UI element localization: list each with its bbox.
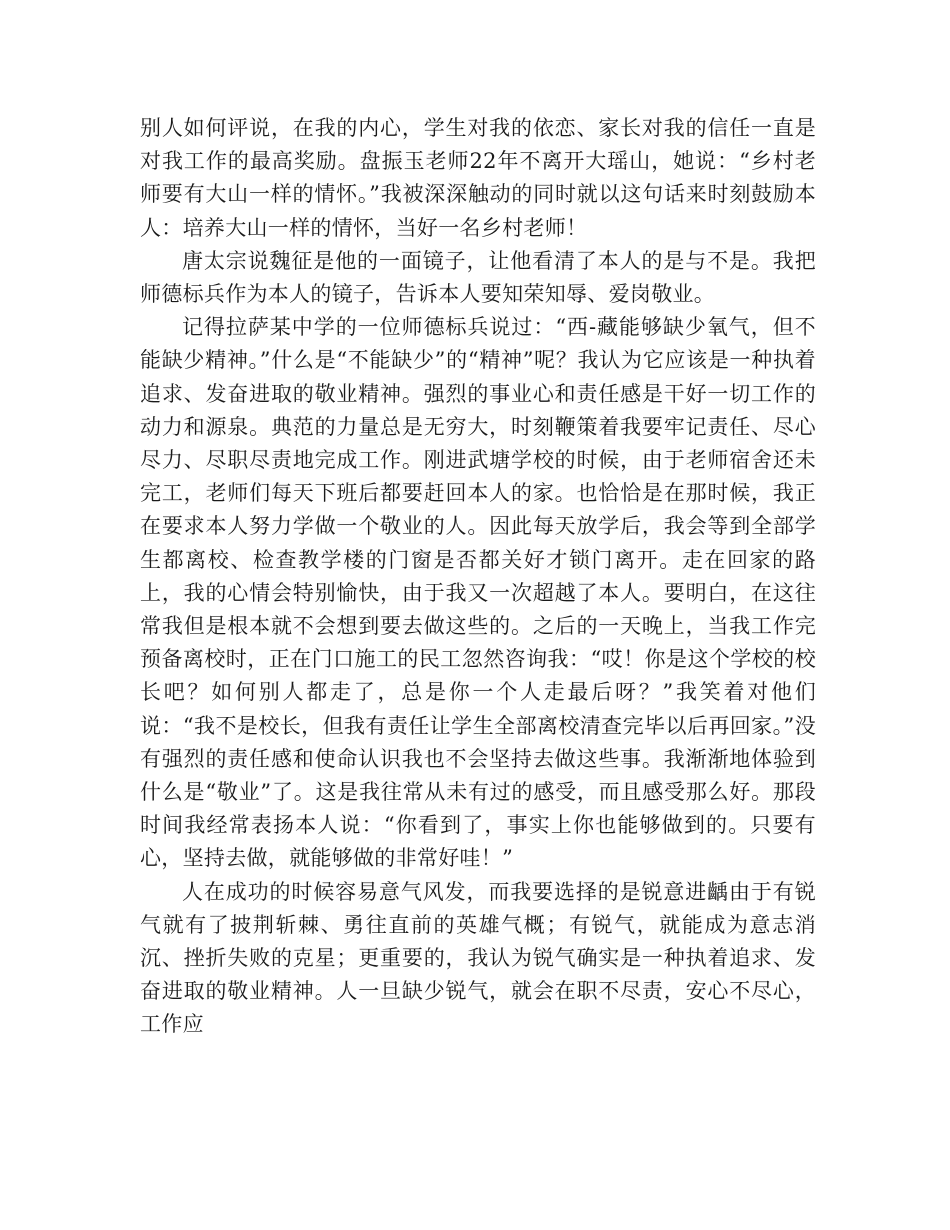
paragraph-1: 别人如何评说，在我的内心，学生对我的依恋、家长对我的信任一直是对我工作的最高奖励。盘振玉老师22年不离开大瑶山，她说：“乡村老师要有大山一样的情怀。”我被深深触动的同时就以这句话来时刻鼓励本人：培养大山一样的情怀，当好一名乡村老师！ (140, 116, 816, 240)
paragraph-3: 记得拉萨某中学的一位师德标兵说过：“西-藏能够缺少氧气，但不能缺少精神。”什么是“不能缺少”的“精神”呢？我认为它应该是一种执着追求、发奋进取的敬业精神。强烈的事业心和责任感是干好一切工作的动力和源泉。典范的力量总是无穷大，时刻鞭策着我要牢记责任、尽心尽力、尽职尽责地完成工作。刚进武塘学校的时候，由于老师宿舍还未完工，老师们每天下班后都要赶回本人的家。也恰恰是在那时候，我正在要求本人努力学做一个敬业的人。因此每天放学后，我会等到全部学生都离校、检查教学楼的门窗是否都关好才锁门离开。走在回家的路上，我的心情会特别愉快，由于我又一次超越了本人。要明白，在这往常我但是根本就不会想到要去做这些的。之后的一天晚上，当我工作完预备离校时，正在门口施工的民工忽然咨询我：“哎！你是这个学校的校长吧？如何别人都走了，总是你一个人走最后呀？”我笑着对他们说：“我不是校长，但我有责任让学生全部离校清查完毕以后再回家。”没有强烈的责任感和使命认识我也不会坚持去做这些事。我渐渐地体验到什么是“敬业”了。这是我往常从未有过的感受，而且感受那么好。那段时间我经常表扬本人说：“你看到了，事实上你也能够做到的。只要有心，坚持去做，就能够做的非常好哇！” (140, 315, 816, 871)
paragraph-2: 唐太宗说魏征是他的一面镜子，让他看清了本人的是与不是。我把师德标兵作为本人的镜子，告诉本人要知荣知辱、爱岗敬业。 (140, 248, 816, 307)
document-body (140, 112, 816, 1042)
paragraph-4: 人在成功的时候容易意气风发，而我要选择的是锐意进齲由于有锐气就有了披荆斩棘、勇往直前的英雄气概；有锐气，就能成为意志消沉、挫折失败的克星；更重要的，我认为锐气确实是一种执着追求、发奋进取的敬业精神。人一旦缺少锐气，就会在职不尽责，安心不尽心，工作应 (140, 879, 816, 1037)
